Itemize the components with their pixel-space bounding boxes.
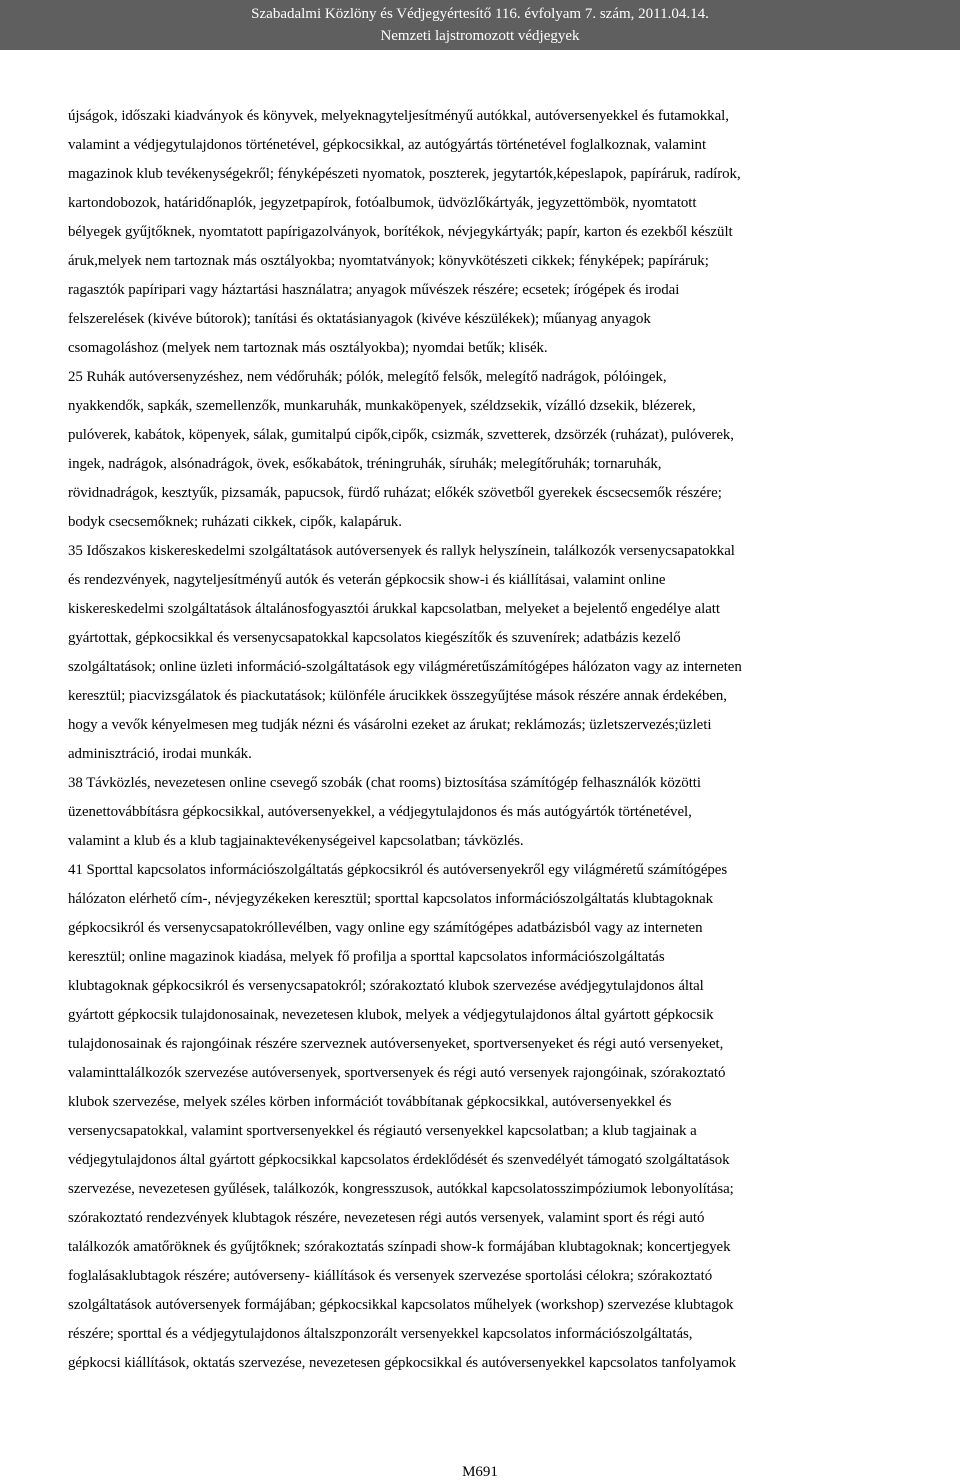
text-line: ragasztók papíripari vagy háztartási használatra; anyagok művészek részére; ecsetek; írógépek és irodai (68, 282, 680, 298)
text-line: magazinok klub tevékenységekről; fényképészeti nyomatok, poszterek, jegytartók,képeslapok, papíráruk, radírok, (68, 166, 741, 182)
text-line: védjegytulajdonos által gyártott gépkocsikkal kapcsolatos érdeklődését és szenvedélyét támogató szolgáltatások (68, 1152, 730, 1168)
text-line: üzenettovábbításra gépkocsikkal, autóversenyekkel, a védjegytulajdonos és más autógyártók történetével, (68, 804, 692, 820)
text-line: gépkocsikról és versenycsapatokróllevélben, vagy online egy számítógépes adatbázisból vagy az interneten (68, 920, 703, 936)
text-line: találkozók amatőröknek és gyűjtőknek; szórakoztatás színpadi show-k formájában klubtagoknak; koncertjegyek (68, 1239, 731, 1255)
document-body (68, 102, 908, 1378)
journal-title: Szabadalmi Közlöny és Védjegyértesítő 116. évfolyam 7. szám, 2011.04.14. (251, 6, 709, 22)
text-line: ingek, nadrágok, alsónadrágok, övek, esőkabátok, tréningruhák, síruhák; melegítőruhák; tornaruhák, (68, 456, 662, 472)
text-line: rövidnadrágok, kesztyűk, pizsamák, papucsok, fürdő ruházat; előkék szövetből gyerekek éscsecsemők részére; (68, 485, 722, 501)
class-38-line: 38 Távközlés, nevezetesen online csevegő szobák (chat rooms) biztosítása számítógép felhasználók közötti (68, 775, 701, 791)
text-line: újságok, időszaki kiadványok és könyvek, melyeknagyteljesítményű autókkal, autóversenyekkel és futamokkal, (68, 108, 729, 124)
text-line: gyártottak, gépkocsikkal és versenycsapatokkal kapcsolatos kiegészítők és szuvenírek; adatbázis kezelő (68, 630, 681, 646)
text-line: szórakoztató rendezvények klubtagok részére, nevezetesen régi autós versenyek, valamint sport és régi autó (68, 1210, 705, 1226)
text-line: szolgáltatások autóversenyek formájában; gépkocsikkal kapcsolatos műhelyek (workshop) szervezése klubtagok (68, 1297, 734, 1313)
text-line: kartondobozok, határidőnaplók, jegyzetpapírok, fotóalbumok, üdvözlőkártyák, jegyzettömbök, nyomtatott (68, 195, 697, 211)
text-line: és rendezvények, nagyteljesítményű autók és veterán gépkocsik show-i és kiállításai, valamint online (68, 572, 666, 588)
text-line: valamint a védjegytulajdonos történetével, gépkocsikkal, az autógyártás történetével foglalkoznak, valamint (68, 137, 707, 153)
text-line: keresztül; piacvizsgálatok és piackutatások; különféle árucikkek összegyűjtése mások részére annak érdekében, (68, 688, 727, 704)
text-line: pulóverek, kabátok, köpenyek, sálak, gumitalpú cipők,cipők, csizmák, szvetterek, dzsörzék (ruházat), pulóverek, (68, 427, 734, 443)
text-line: foglalásaklubtagok részére; autóverseny- kiállítások és versenyek szervezése sportolási célokra; szórakoztató (68, 1268, 713, 1284)
text-line: részére; sporttal és a védjegytulajdonos általszponzorált versenyekkel kapcsolatos információszolgáltatás, (68, 1326, 693, 1342)
class-35-line: 35 Időszakos kiskereskedelmi szolgáltatások autóversenyek és rallyk helyszínein, találkozók versenycsapatokkal (68, 543, 735, 559)
text-line: nyakkendők, sapkák, szemellenzők, munkaruhák, munkaköpenyek, széldzsekik, vízálló dzsekik, blézerek, (68, 398, 696, 414)
text-line: szervezése, nevezetesen gyűlések, találkozók, kongresszusok, autókkal kapcsolatosszimpóziumok lebonyolítása; (68, 1181, 734, 1197)
text-line: hálózaton elérhető cím-, névjegyzékeken keresztül; sporttal kapcsolatos információszolgáltatás klubtagoknak (68, 891, 714, 907)
text-line: versenycsapatokkal, valamint sportversenyekkel és régiautó versenyekkel kapcsolatban; a klub tagjainak a (68, 1123, 697, 1139)
text-line: gyártott gépkocsik tulajdonosainak, nevezetesen klubok, melyek a védjegytulajdonos által gyártott gépkocsik (68, 1007, 714, 1023)
text-line: valamint a klub és a klub tagjainaktevékenységeivel kapcsolatban; távközlés. (68, 833, 524, 849)
text-line: felszerelések (kivéve bútorok); tanítási és oktatásianyagok (kivéve készülékek); műanyag anyagok (68, 311, 651, 327)
text-line: keresztül; online magazinok kiadása, melyek fő profilja a sporttal kapcsolatos információszolgáltatás (68, 949, 665, 965)
section-title: Nemzeti lajstromozott védjegyek (380, 28, 580, 44)
text-line: bélyegek gyűjtőknek, nyomtatott papírigazolványok, borítékok, névjegykártyák; papír, karton és ezekből készült (68, 224, 733, 240)
text-line: szolgáltatások; online üzleti információ-szolgáltatások egy világméretűszámítógépes hálózaton vagy az interneten (68, 659, 742, 675)
text-line: gépkocsi kiállítások, oktatás szervezése, nevezetesen gépkocsikkal és autóversenyekkel kapcsolatos tanfolyamok (68, 1355, 737, 1371)
text-line: tulajdonosainak és rajongóinak részére szerveznek autóversenyeket, sportversenyeket és régi autó versenyeket, (68, 1036, 724, 1052)
text-line: bodyk csecsemőknek; ruházati cikkek, cipők, kalapáruk. (68, 514, 402, 530)
text-line: csomagoláshoz (melyek nem tartoznak más osztályokba); nyomdai betűk; klisék. (68, 340, 548, 356)
text-line: valaminttalálkozók szervezése autóversenyek, sportversenyek és régi autó versenyek rajongóinak, szórakoztató (68, 1065, 726, 1081)
text-line: klubok szervezése, melyek széles körben információt továbbítanak gépkocsikkal, autóversenyekkel és (68, 1094, 672, 1110)
journal-header (0, 0, 960, 50)
text-line: adminisztráció, irodai munkák. (68, 746, 252, 762)
class-41-line: 41 Sporttal kapcsolatos információszolgáltatás gépkocsikról és autóversenyekről egy világméretű számítógépes (68, 862, 728, 878)
text-line: klubtagoknak gépkocsikról és versenycsapatokról; szórakoztató klubok szervezése avédjegytulajdonos által (68, 978, 704, 994)
text-line: kiskereskedelmi szolgáltatások általánosfogyasztói árukkal kapcsolatban, melyeket a bejelentő engedélye alatt (68, 601, 720, 617)
text-line: áruk,melyek nem tartoznak más osztályokba; nyomtatványok; könyvkötészeti cikkek; fényképek; papíráruk; (68, 253, 709, 269)
page-number: M691 (462, 1464, 498, 1480)
class-25-line: 25 Ruhák autóversenyzéshez, nem védőruhák; pólók, melegítő felsők, melegítő nadrágok, pólóingek, (68, 369, 667, 385)
text-line: hogy a vevők kényelmesen meg tudják nézni és vásárolni ezeket az árukat; reklámozás; üzletszervezés;üzleti (68, 717, 712, 733)
